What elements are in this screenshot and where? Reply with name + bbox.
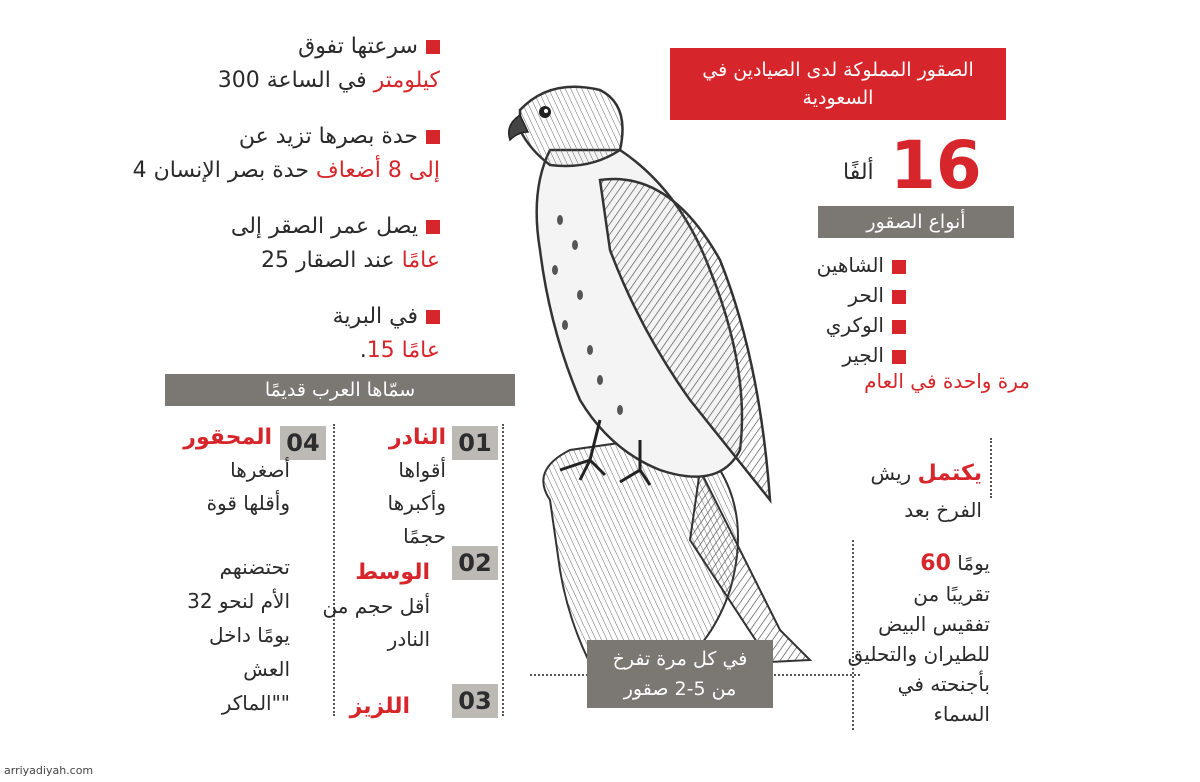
incubation-text: تحتضنهم الأم لنحو 32 يومًا داخل العش ""الماكر [187,555,290,715]
name-number: 04 [280,426,326,460]
owned-title-box: الصقور المملوكة لدى الصيادين في السعودية [670,48,1006,120]
types-note: مرة واحدة في العام [864,369,1030,393]
falcon-head [520,87,623,166]
facts-list [132,30,440,390]
bullet-icon [426,310,440,324]
bullet-icon [892,260,906,274]
bullet-icon [892,320,906,334]
name-desc: أقواها وأكبرها حجمًا [387,458,446,548]
fact-age-captive: يصل عمر الصقر إلى عامًا عند الصقار 25 [230,214,440,273]
types-list: الشاهين الحر الوكري الجير [760,250,906,370]
name-desc: أصغرها وأقلها قوة [206,458,290,515]
name-number: 01 [452,426,498,460]
name-title: النادر [389,425,446,450]
fact-age-wild: في البرية عامًا 15. [332,304,440,363]
divider [990,438,992,498]
hatch-box: في كل مرة تفرخ من 5-2 صقور [587,640,773,708]
types-header: أنواع الصقور [818,206,1014,238]
source-credit: arriyadiyah.com [4,764,94,777]
bullet-icon [892,290,906,304]
fact-vision: حدة بصرها تزيد عن إلى 8 أضعاف حدة بصر الإنسان 4 [132,124,440,183]
owned-number: 16 [890,127,982,204]
name-number: 02 [452,546,498,580]
bullet-icon [426,130,440,144]
bullet-icon [892,350,906,364]
bullet-icon [426,220,440,234]
name-number: 03 [452,684,498,718]
name-title: اللزيز [349,694,410,719]
name-title: المحقور [183,425,272,450]
bullet-icon [426,40,440,54]
fact-speed: سرعتها تفوق كيلومتر في الساعة 300 [217,34,440,93]
names-header: سمّاها العرب قديمًا [165,374,515,406]
feathers-duration: يومًا 60 تقريبًا من تفقيس البيض للطيران والتحليق بأجنحته في السماء [847,551,990,726]
name-desc: أقل حجم من النادر [322,594,430,651]
name-title: الوسط [355,560,430,585]
owned-unit: ألفًا [843,160,874,185]
feathers-text: يكتمل ريش الفرخ بعد [870,461,982,522]
